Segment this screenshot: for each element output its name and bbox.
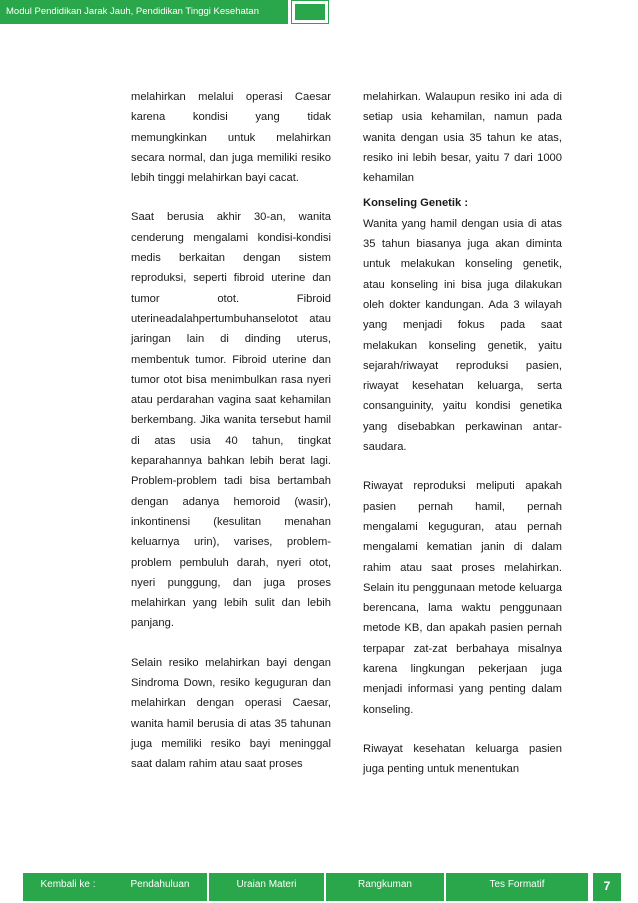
- nav-tes-formatif-link[interactable]: Tes Formatif: [489, 879, 545, 890]
- back-label: Kembali ke :: [40, 879, 96, 890]
- right-paragraph-2: Riwayat reproduksi meliputi apakah pasien pernah hamil, pernah mengalami keguguran, atau pernah mengalami kematian janin di dalam rahim atau saat proses melahirkan. Selain itu penggunaan metode keluarga berencana, lama waktu penggunaan metode KB, dan apakah pasien pernah terpapar zat-zat berbahaya misalnya karena lingkungan pekerjaan juga menjadi informasi yang penting dalam konseling.: [363, 480, 562, 716]
- document-header: [0, 0, 288, 24]
- nav-rangkuman-link[interactable]: Rangkuman: [358, 879, 412, 890]
- right-paragraph-1: Wanita yang hamil dengan usia di atas 35 tahun biasanya juga akan diminta untuk melakukan konseling genetik, atau konseling ini bisa juga dilakukan oleh dokter kandungan. Ada 3 wilayah yang menjadi fokus pada saat melakukan konseling genetik, yaitu sejarah/riwayat reproduksi pasien, riwayat kesehatan keluarga, serta consanguinity, yaitu kondisi genetika yang disebabkan perkawinan antar-saudara.: [363, 217, 562, 454]
- header-accent-block: [291, 0, 329, 24]
- left-paragraph-2: Saat berusia akhir 30-an, wanita cenderung mengalami kondisi-kondisi medis berkaitan dengan sistem reproduksi, seperti fibroid uterine dan tumor otot. Fibroid uterineadalahpertumbuhanselotot atau jaringan lain di dinding uterus, membentuk tumor. Fibroid uterine dan tumor otot bisa menimbulkan rasa nyeri atau perdarahan vagina saat kehamilan berkembang. Jika wanita tersebut hamil di atas usia 40 tahun, tingkat keparahannya bahkan lebih berat lagi. Problem-problem tadi bisa bertambah dengan adanya hemoroid (wasir), inkontinensi (kesulitan menahan keluarnya urin), varises, problem-problem pembuluh darah, nyeri otot, nyeri punggung, dan juga proses melahirkan yang lebih sulit dan lebih panjang.: [131, 211, 331, 630]
- page-number: 7: [593, 873, 621, 901]
- left-paragraph-3: Selain resiko melahirkan bayi dengan Sindroma Down, resiko keguguran dan melahirkan dengan operasi Caesar, wanita hamil berusia di atas 35 tahunan juga memiliki resiko bayi meninggal saat dalam rahim atau saat proses: [131, 656, 331, 771]
- right-intro-paragraph: melahirkan. Walaupun resiko ini ada di setiap usia kehamilan, namun pada wanita dengan usia 35 tahun ke atas, resiko ini lebih besar, yaitu 7 dari 1000 kehamilan: [363, 91, 562, 185]
- left-column: [131, 87, 331, 794]
- right-column: [363, 87, 562, 799]
- footer-bar: [23, 873, 588, 901]
- right-paragraph-3: Riwayat kesehatan keluarga pasien juga penting untuk menentukan: [363, 742, 562, 776]
- footer-navigation: [0, 873, 638, 903]
- nav-pendahuluan-link[interactable]: Pendahuluan: [130, 879, 190, 890]
- left-paragraph-1: melahirkan melalui operasi Caesar karena kondisi yang tidak memungkinkan untuk melahirkan secara normal, dan juga memiliki resiko lebih tinggi melahirkan bayi cacat.: [131, 91, 331, 185]
- nav-uraian-materi-link[interactable]: Uraian Materi: [236, 879, 297, 890]
- header-accent-fill: [295, 4, 325, 20]
- header-title: Modul Pendidikan Jarak Jauh, Pendidikan Tinggi Kesehatan: [6, 6, 259, 17]
- section-heading-konseling: Konseling Genetik :: [363, 197, 469, 210]
